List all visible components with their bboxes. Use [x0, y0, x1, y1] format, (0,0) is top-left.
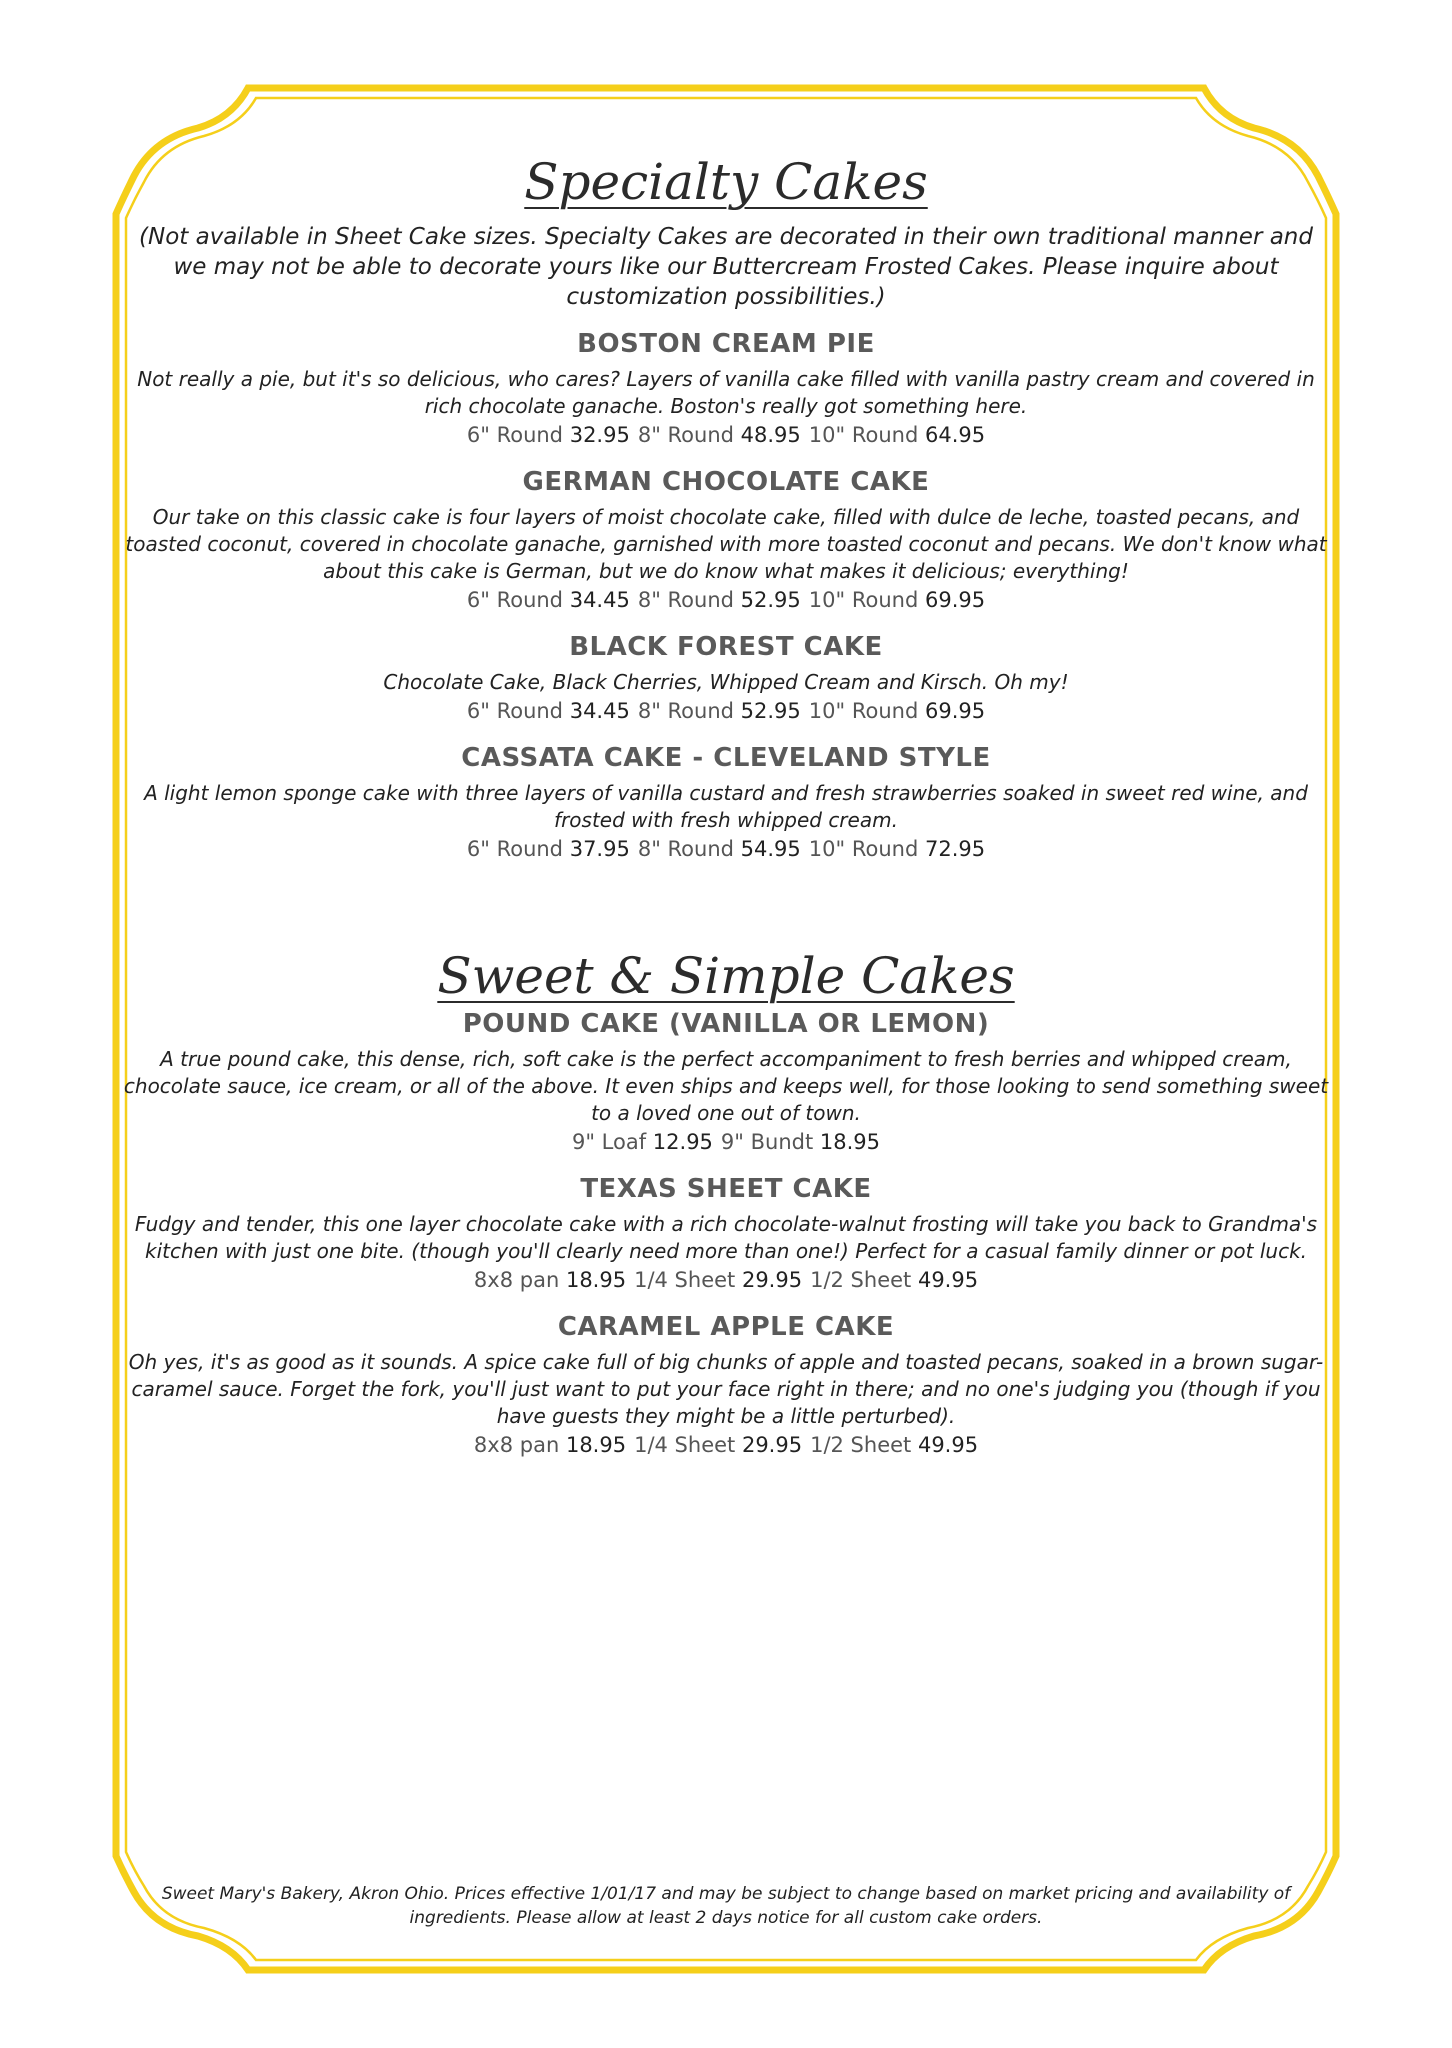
- price-size: 1/4 Sheet: [634, 1433, 736, 1457]
- price-value: 18.95: [565, 1268, 627, 1292]
- item-prices: [120, 420, 1332, 450]
- price-size: 9" Bundt: [720, 1130, 814, 1154]
- menu-item: [120, 1173, 1332, 1295]
- price-value: 48.95: [740, 423, 801, 447]
- item-description: A true pound cake, this dense, rich, soft cake is the perfect accompaniment to fresh berries and whipped cream, chocolate sauce, ice cream, or all of the above. It even ships and keeps well, for those looking to send something sweet to a loved one out of town.: [123, 1047, 1329, 1125]
- item-description: Chocolate Cake, Black Cherries, Whipped Cream and Kirsch. Oh my!: [383, 670, 1069, 694]
- price-value: 34.45: [569, 588, 630, 612]
- item-description: Our take on this classic cake is four layers of moist chocolate cake, filled with dulce de leche, toasted pecans, and toasted coconut, covered in chocolate ganache, garnished with more toasted coconut and pecans. We don't know what about this cake is German, but we do know what makes it delicious; everything!: [125, 505, 1327, 583]
- menu-content: [120, 150, 1332, 1476]
- price-value: 69.95: [924, 699, 986, 723]
- price-size: 8" Round: [637, 588, 734, 612]
- price-size: 8" Round: [637, 837, 734, 861]
- price-value: 29.95: [741, 1268, 803, 1292]
- price-size: 8x8 pan: [473, 1268, 560, 1292]
- price-size: 10" Round: [808, 588, 919, 612]
- price-size: 8x8 pan: [473, 1433, 560, 1457]
- menu-item: [120, 631, 1332, 726]
- price-value: 49.95: [917, 1268, 979, 1292]
- menu-item: [120, 466, 1332, 615]
- price-size: 8" Round: [637, 699, 734, 723]
- item-description: Not really a pie, but it's so delicious, who cares? Layers of vanilla cake filled with vanilla pastry cream and covered in rich chocolate ganache. Boston's really got something here.: [137, 367, 1315, 418]
- item-prices: [120, 1127, 1332, 1157]
- specialty-cakes-title: Specialty Cakes: [524, 153, 928, 211]
- price-value: 29.95: [741, 1433, 803, 1457]
- simple-items-list: [120, 1008, 1332, 1460]
- item-name: CASSATA CAKE - CLEVELAND STYLE: [461, 743, 991, 773]
- item-name: CARAMEL APPLE CAKE: [557, 1312, 895, 1342]
- item-name: TEXAS SHEET CAKE: [580, 1174, 872, 1204]
- menu-item: [120, 1008, 1332, 1157]
- price-value: 18.95: [565, 1433, 627, 1457]
- price-size: 1/2 Sheet: [810, 1268, 912, 1292]
- price-size: 1/4 Sheet: [634, 1268, 736, 1292]
- footer-note: Sweet Mary's Bakery, Akron Ohio. Prices effective 1/01/17 and may be subject to change based on market pricing and availability of ingredients. Please allow at least 2 days notice for all custom cake orders.: [161, 1884, 1291, 1928]
- price-value: 69.95: [924, 588, 986, 612]
- item-prices: [120, 585, 1332, 615]
- item-name: GERMAN CHOCOLATE CAKE: [522, 467, 930, 497]
- price-value: 52.95: [740, 588, 801, 612]
- specialty-intro: (Not available in Sheet Cake sizes. Specialty Cakes are decorated in their own traditional manner and we may not be able to decorate yours like our Buttercream Frosted Cakes. Please inquire about customization possibilities.): [139, 224, 1313, 310]
- item-prices: [120, 1265, 1332, 1295]
- item-name: BLACK FOREST CAKE: [569, 632, 883, 662]
- price-value: 52.95: [740, 699, 801, 723]
- price-value: 64.95: [924, 423, 986, 447]
- item-prices: [120, 834, 1332, 864]
- price-size: 1/2 Sheet: [810, 1433, 912, 1457]
- price-size: 10" Round: [808, 423, 919, 447]
- item-description: Oh yes, it's as good as it sounds. A spice cake full of big chunks of apple and toasted pecans, soaked in a brown sugar-caramel sauce. Forget the fork, you'll just want to put your face right in there; and no one's judging you (though if you have guests they might be a little perturbed).: [128, 1350, 1324, 1428]
- menu-item: [120, 328, 1332, 450]
- menu-item: [120, 742, 1332, 864]
- item-name: BOSTON CREAM PIE: [577, 329, 875, 359]
- price-size: 10" Round: [808, 837, 919, 861]
- item-name: POUND CAKE (VANILLA OR LEMON): [462, 1009, 990, 1039]
- price-size: 6" Round: [466, 588, 564, 612]
- menu-item: [120, 1311, 1332, 1460]
- price-value: 72.95: [924, 837, 986, 861]
- price-value: 34.45: [569, 699, 630, 723]
- price-value: 37.95: [569, 837, 630, 861]
- price-value: 32.95: [569, 423, 630, 447]
- price-size: 10" Round: [808, 699, 919, 723]
- price-value: 12.95: [652, 1130, 713, 1154]
- item-description: Fudgy and tender, this one layer chocolate cake with a rich chocolate-walnut frosting will take you back to Grandma's kitchen with just one bite. (though you'll clearly need more than one!) Perfect for a casual family dinner or pot luck.: [134, 1212, 1318, 1263]
- price-value: 18.95: [819, 1130, 881, 1154]
- item-prices: [120, 1430, 1332, 1460]
- sweet-simple-cakes-title: Sweet & Simple Cakes: [437, 947, 1015, 1005]
- specialty-items-list: [120, 328, 1332, 864]
- price-size: 6" Round: [466, 423, 564, 447]
- item-description: A light lemon sponge cake with three layers of vanilla custard and fresh strawberries soaked in sweet red wine, and frosted with fresh whipped cream.: [144, 781, 1308, 832]
- price-size: 9" Loaf: [571, 1130, 647, 1154]
- price-value: 49.95: [917, 1433, 979, 1457]
- price-size: 6" Round: [466, 837, 564, 861]
- item-prices: [120, 696, 1332, 726]
- price-size: 8" Round: [637, 423, 734, 447]
- price-value: 54.95: [740, 837, 801, 861]
- price-size: 6" Round: [466, 699, 564, 723]
